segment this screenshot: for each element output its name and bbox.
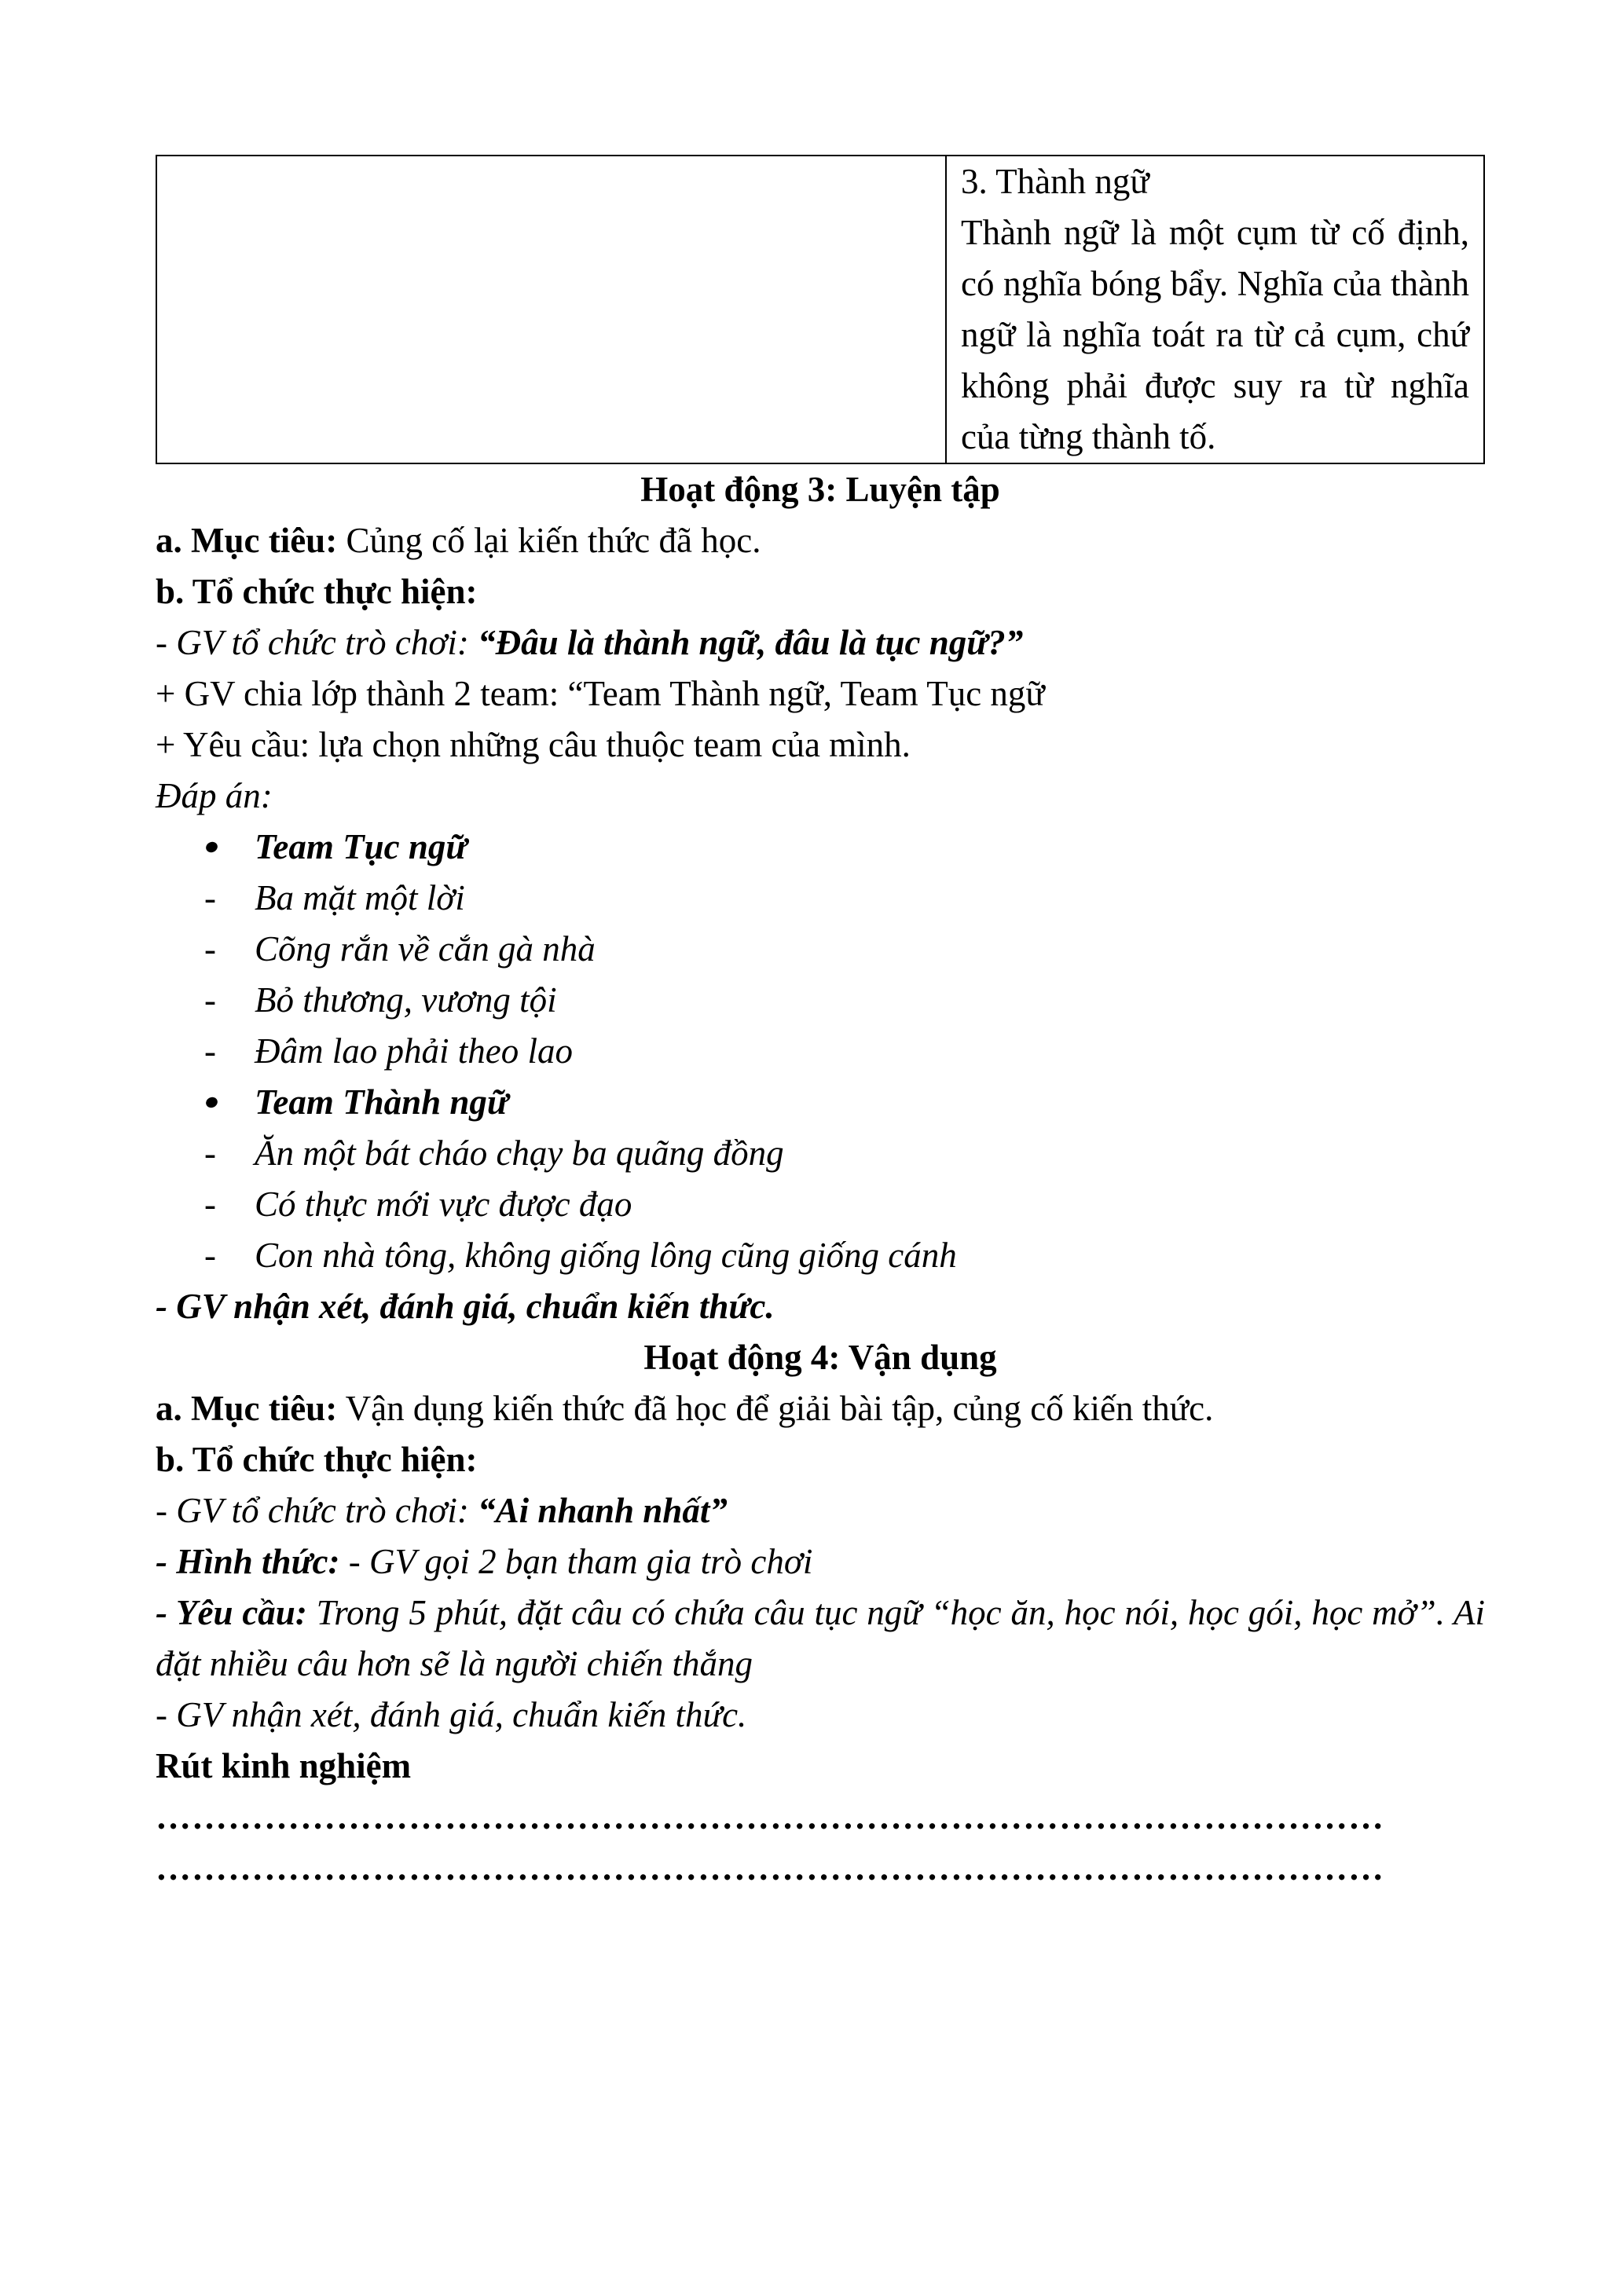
team2-heading: Team Thành ngữ — [156, 1077, 1485, 1128]
bullet-icon — [204, 1095, 219, 1109]
list-item: - Con nhà tông, không giống lông cũng giống cánh — [204, 1236, 957, 1275]
content-table — [156, 155, 1485, 464]
list-item: - Đâm lao phải theo lao — [204, 1031, 573, 1071]
activity4-form: - Hình thức: - GV gọi 2 bạn tham gia trò chơi — [156, 1542, 813, 1581]
activity3-title: Hoạt động 3: Luyện tập — [640, 470, 1000, 509]
team1-heading: Team Tục ngữ — [156, 822, 1485, 873]
list-item: - Cõng rắn về cắn gà nhà — [204, 929, 596, 969]
activity3-org-label: b. Tổ chức thực hiện: — [156, 572, 478, 611]
list-item: - Có thực mới vực được đạo — [204, 1185, 632, 1224]
activity3-game: - GV tổ chức trò chơi: “Đâu là thành ngữ, đâu là tục ngữ?” — [156, 623, 1024, 662]
activity4-review: - GV nhận xét, đánh giá, chuẩn kiến thức. — [156, 1695, 747, 1734]
activity4-org-label: b. Tổ chức thực hiện: — [156, 1440, 478, 1479]
activity4-request: - Yêu cầu: Trong 5 phút, đặt câu có chứa câu tục ngữ “học ăn, học nói, học gói, học mở”. Ai đặt nhiều câu hơn sẽ là người chiến thắng — [156, 1593, 1485, 1683]
activity4-goal: a. Mục tiêu: Vận dụng kiến thức đã học để giải bài tập, củng cố kiến thức. — [156, 1389, 1214, 1428]
document-page — [156, 155, 1485, 1894]
answer-label: Đáp án: — [156, 776, 273, 815]
activity3-goal: a. Mục tiêu: Củng cố lại kiến thức đã học. — [156, 521, 761, 560]
activity4-title: Hoạt động 4: Vận dụng — [643, 1338, 997, 1377]
answer-list — [156, 822, 1485, 1281]
bullet-icon — [204, 840, 219, 854]
idiom-heading: 3. Thành ngữ — [961, 162, 1149, 201]
table-left-cell — [156, 156, 946, 463]
idiom-definition: Thành ngữ là một cụm từ cố định, có nghĩa bóng bẩy. Nghĩa của thành ngữ là nghĩa toát ra từ cả cụm, chứ không phải được suy ra từ nghĩa của từng thành tố. — [961, 213, 1469, 456]
reflection-line-1: ………………………………………………………………………………………… — [156, 1797, 1384, 1836]
activity3-request: + Yêu cầu: lựa chọn những câu thuộc team của mình. — [156, 725, 911, 764]
list-item: - Ăn một bát cháo chạy ba quãng đồng — [204, 1133, 784, 1173]
reflection-title: Rút kinh nghiệm — [156, 1746, 412, 1785]
list-item: - Ba mặt một lời — [204, 878, 465, 917]
table-right-cell — [946, 156, 1484, 463]
list-item: - Bỏ thương, vương tội — [204, 980, 557, 1020]
reflection-line-2: ………………………………………………………………………………………… — [156, 1848, 1384, 1888]
activity3-split: + GV chia lớp thành 2 team: “Team Thành ngữ, Team Tục ngữ — [156, 674, 1045, 713]
activity4-game: - GV tổ chức trò chơi: “Ai nhanh nhất” — [156, 1491, 728, 1530]
activity3-review: - GV nhận xét, đánh giá, chuẩn kiến thức. — [156, 1287, 775, 1326]
